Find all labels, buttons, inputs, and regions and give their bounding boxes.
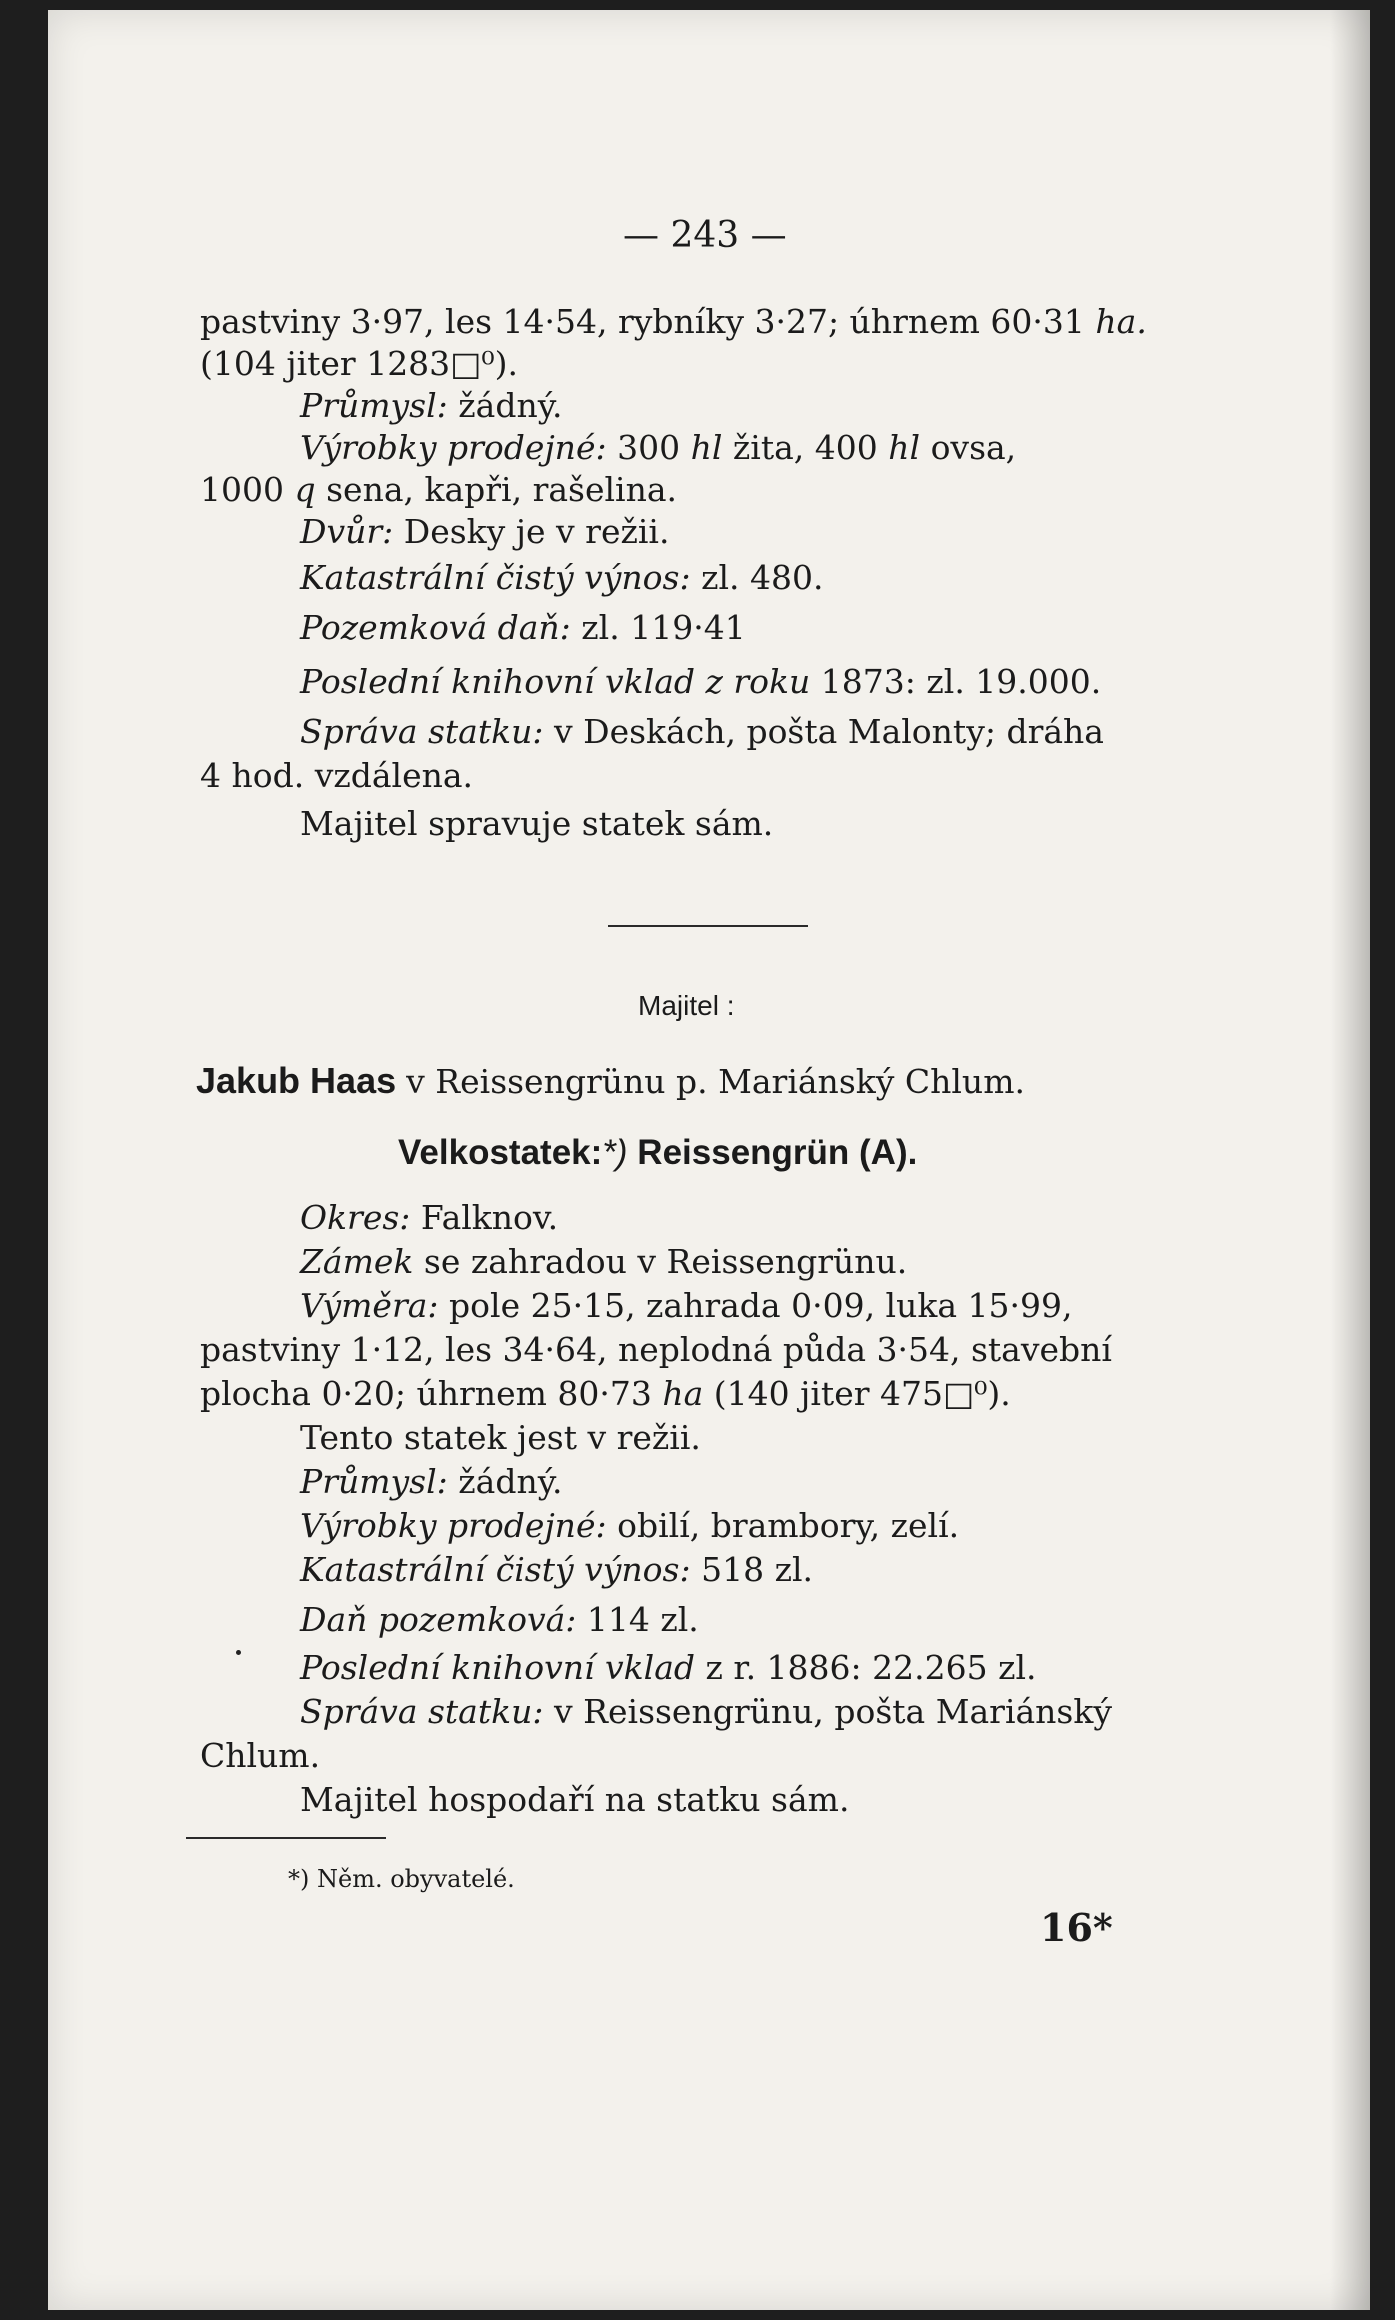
- footnote-mark: *): [602, 1133, 628, 1172]
- text-line: Tento statek jest v režii.: [300, 1418, 701, 1457]
- ink-dot: [236, 1650, 241, 1655]
- field-value: žádný.: [458, 1462, 563, 1501]
- field-value: ovsa,: [930, 428, 1017, 467]
- text-line: 4 hod. vzdálena.: [200, 756, 474, 795]
- field-value: obilí, brambory, zelí.: [617, 1506, 960, 1545]
- text-line: [300, 712, 1104, 752]
- book-page: [48, 10, 1370, 2310]
- field-label: Průmysl:: [300, 1462, 448, 1501]
- text-line: [300, 1648, 1037, 1688]
- field-value: 300: [617, 428, 681, 467]
- text-line: pastviny 1·12, les 34·64, neplodná půda 3·54, stavební: [200, 1330, 1112, 1369]
- field-label: Zámek: [300, 1242, 414, 1281]
- text-line: [300, 1550, 813, 1590]
- field-label: Katastrální čistý výnos:: [300, 558, 691, 597]
- unit: q: [294, 470, 316, 509]
- estate-label: Velkostatek:: [398, 1133, 603, 1172]
- footnote: *) Něm. obyvatelé.: [288, 1865, 515, 1893]
- field-value: žádný.: [458, 386, 563, 425]
- unit: ha: [662, 1374, 704, 1413]
- text-line: [300, 1286, 1073, 1326]
- line-text: plocha 0·20; úhrnem 80·73: [200, 1374, 652, 1413]
- owner-location: v Reissengrünu p. Mariánský Chlum.: [406, 1062, 1025, 1101]
- text-line: [300, 608, 746, 648]
- field-label: Dvůr:: [300, 512, 394, 551]
- field-label: Správa statku:: [300, 712, 544, 751]
- text-line: [300, 1242, 907, 1282]
- text-line: Majitel spravuje statek sám.: [300, 804, 774, 843]
- text-line: [200, 1374, 1011, 1414]
- owner-label: Majitel :: [638, 990, 735, 1021]
- text-line: [200, 302, 1147, 342]
- section-divider: [608, 925, 808, 927]
- owner-name: Jakub Haas: [196, 1060, 397, 1101]
- text-line: [300, 1506, 959, 1546]
- text-line: [300, 1600, 699, 1640]
- field-value: zl. 480.: [701, 558, 824, 597]
- unit: hl: [888, 428, 921, 467]
- field-value: Desky je v režii.: [403, 512, 670, 551]
- estate-name: Reissengrün (A).: [637, 1133, 918, 1172]
- field-value: 1000: [200, 470, 284, 509]
- text-line: [300, 1462, 562, 1502]
- field-value: v Reissengrünu, pošta Mariánský: [554, 1692, 1113, 1731]
- owner-line: [196, 1060, 1025, 1102]
- text-line: [300, 428, 1016, 468]
- field-label: Poslední knihovní vklad z roku: [300, 662, 811, 701]
- text-line: [300, 1692, 1112, 1732]
- estate-title: [398, 1133, 917, 1173]
- field-label: Okres:: [300, 1198, 411, 1237]
- text-line: Majitel hospodaří na statku sám.: [300, 1780, 850, 1819]
- text-line: [300, 1198, 558, 1238]
- text-line: [300, 386, 562, 426]
- field-value: 114 zl.: [586, 1600, 699, 1639]
- field-value: sena, kapři, rašelina.: [326, 470, 678, 509]
- field-value: žita, 400: [732, 428, 878, 467]
- field-label: Výrobky prodejné:: [300, 1506, 607, 1545]
- field-value: 1873: zl. 19.000.: [820, 662, 1102, 701]
- page-number: — 243 —: [623, 215, 787, 256]
- field-value: 518 zl.: [701, 1550, 814, 1589]
- field-value: Falknov.: [420, 1198, 559, 1237]
- unit: ha.: [1095, 302, 1147, 341]
- text-line: [200, 470, 677, 510]
- field-value: v Deskách, pošta Malonty; dráha: [554, 712, 1104, 751]
- unit: hl: [690, 428, 723, 467]
- line-text: pastviny 3·97, les 14·54, rybníky 3·27; úhrnem 60·31: [200, 302, 1085, 341]
- field-label: Pozemková daň:: [300, 608, 571, 647]
- field-value: z r. 1886: 22.265 zl.: [705, 1648, 1037, 1687]
- page-edge-shadow: [1330, 10, 1370, 2310]
- field-label: Daň pozemková:: [300, 1600, 577, 1639]
- text-line: [300, 662, 1101, 702]
- field-label: Výrobky prodejné:: [300, 428, 607, 467]
- footnote-divider: [186, 1837, 386, 1839]
- field-value: se zahradou v Reissengrünu.: [423, 1242, 908, 1281]
- field-label: Poslední knihovní vklad: [300, 1648, 696, 1687]
- text-line: [300, 512, 669, 552]
- field-label: Výměra:: [300, 1286, 439, 1325]
- field-value: zl. 119·41: [581, 608, 746, 647]
- field-value: pole 25·15, zahrada 0·09, luka 15·99,: [449, 1286, 1073, 1325]
- text-line: [300, 558, 824, 598]
- text-line: (104 jiter 1283□⁰).: [200, 344, 518, 383]
- field-label: Katastrální čistý výnos:: [300, 1550, 691, 1589]
- field-label: Správa statku:: [300, 1692, 544, 1731]
- signature-mark: 16*: [1040, 1905, 1113, 1950]
- line-text: (140 jiter 475□⁰).: [713, 1374, 1011, 1413]
- field-label: Průmysl:: [300, 386, 448, 425]
- text-line: Chlum.: [200, 1736, 321, 1775]
